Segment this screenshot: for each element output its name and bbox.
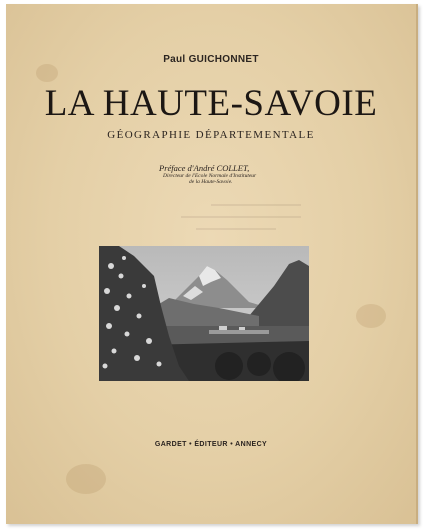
publisher-line: GARDET • ÉDITEUR • ANNECY: [154, 441, 268, 448]
show-through-line: [196, 228, 276, 230]
cover-photo: [99, 246, 309, 381]
show-through-line: [211, 204, 301, 206]
paper-stain: [66, 464, 106, 494]
show-through-line: [181, 216, 301, 218]
book-cover: [6, 4, 418, 524]
preface-role-line1: Directeur de l'Ecole Normale d'Instituteur: [163, 173, 257, 179]
paper-stain: [36, 64, 58, 82]
mountain-landscape-image: [99, 246, 309, 381]
book-subtitle: GÉOGRAPHIE DÉPARTEMENTALE: [107, 129, 315, 141]
preface-by: Préface d'André COLLET,: [159, 163, 250, 173]
author-name: Paul GUICHONNET: [163, 54, 259, 65]
book-title: LA HAUTE-SAVOIE: [44, 83, 378, 124]
preface-block: [159, 164, 299, 185]
paper-stain: [356, 304, 386, 328]
preface-role-line2: de la Haute-Savoie.: [189, 179, 233, 185]
